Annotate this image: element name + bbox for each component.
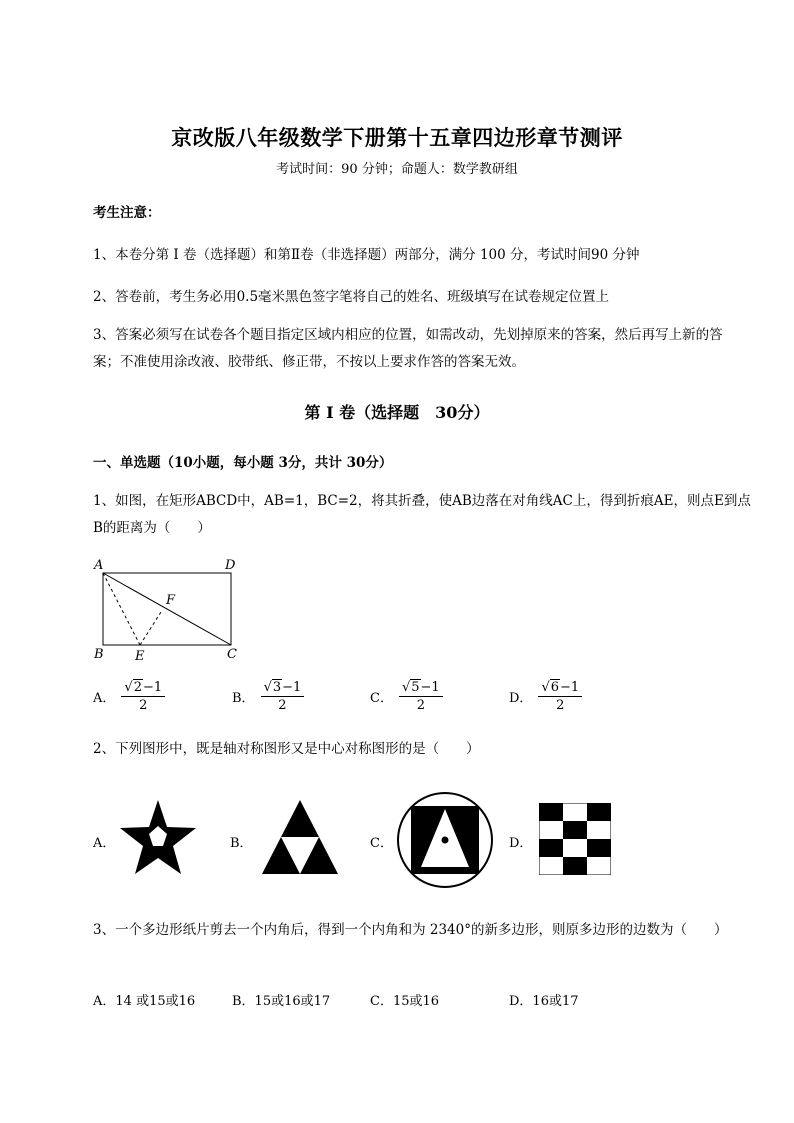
q2-option-c-label[interactable]: C． [370,836,393,851]
option-letter: D． [509,691,533,706]
section-title: 第 I 卷（选择题 30分） [304,403,490,422]
notice-heading: 考生注意： [93,205,161,221]
option-letter: B． [232,691,255,706]
question-3-text: 3、一个多边形纸片剪去一个内角后，得到一个内角和为 2340°的新多边形，则原多边形的边数为（ ） [93,922,728,938]
q1-option-b[interactable] [232,680,304,713]
part-heading: 一、单选题（10小题，每小题 3分，共计 30分） [93,455,393,471]
option-letter: A． [93,691,116,706]
label-a: A [94,558,104,573]
q1-option-c[interactable] [370,680,443,713]
label-f: F [166,593,176,608]
question-2-text: 2、下列图形中，既是轴对称图形又是中心对称图形的是（ ） [93,741,480,757]
rectangle-fold-figure [88,555,248,665]
segment-ef [140,612,161,645]
notice-item-1: 1、本卷分第 I 卷（选择题）和第Ⅱ卷（非选择题）两部分，满分 100 分，考试时间90 分钟 [93,247,640,263]
q2-option-d-label[interactable]: D． [509,836,533,851]
notice-item-2: 2、答卷前，考生务必用0.5毫米黑色签字笔将自己的姓名、班级填写在试卷规定位置上 [93,289,610,305]
center-dot [442,837,449,844]
q1-option-d[interactable] [509,680,582,713]
fraction: $\frac{√2-1}{2}$ [121,680,165,713]
label-d: D [225,558,236,573]
q3-option-c[interactable]: C．15或16 [370,994,440,1009]
option-letter: C． [370,691,393,706]
question-1-text: 1、如图，在矩形ABCD中，AB=1，BC=2，将其折叠，使AB边落在对角线AC上，得到折痕AE，则点E到点B的距离为（ ） [93,493,751,536]
exam-info: 考试时间：90 分钟；命题人：数学教研组 [276,162,518,177]
label-c: C [227,647,237,662]
fraction: $\frac{√3-1}{2}$ [261,680,305,713]
q3-option-d[interactable]: D．16或17 [509,994,579,1009]
diagonal-ac [103,573,231,645]
checkerboard-figure [539,803,611,875]
page-title: 京改版八年级数学下册第十五章四边形章节测评 [171,125,623,150]
q2-option-a-label[interactable]: A． [93,836,116,851]
q3-option-b[interactable]: B．15或16或17 [232,994,331,1009]
q1-option-a[interactable] [93,680,165,713]
triangle-figure [260,798,340,876]
label-b: B [94,647,104,662]
fraction: $\frac{√5-1}{2}$ [399,680,443,713]
q3-option-a[interactable]: A．14 或15或16 [93,994,196,1009]
q2-option-b-label[interactable]: B． [230,836,253,851]
label-e: E [135,649,145,664]
circle-square-figure [396,791,494,889]
star-figure [118,798,198,876]
notice-item-3: 3、答案必须写在试卷各个题目指定区域内相应的位置，如需改动，先划掉原来的答案，然后再写上新的答案；不准使用涂改液、胶带纸、修正带，不按以上要求作答的答案无效。 [93,327,723,370]
fraction: $\frac{√6-1}{2}$ [538,680,582,713]
